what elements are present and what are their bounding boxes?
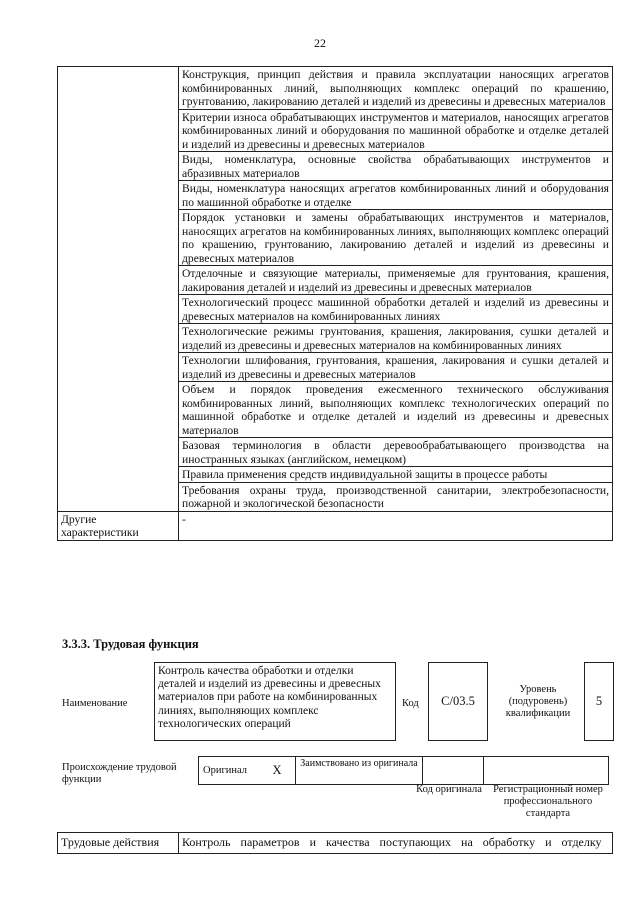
knowledge-table (57, 66, 613, 541)
code-box: C/03.5 (428, 662, 488, 741)
knowledge-item: Объем и порядок проведения ежесменного технического обслуживания комбинированных линий, выполняющих комплекс технологических операций по машинной обработке и отделке деталей и изделий из древесины и древесных материалов (179, 382, 613, 438)
table-row (199, 757, 609, 785)
origin-label: Происхождение трудовой функции (62, 762, 177, 785)
original-label: Оригинал (199, 757, 260, 785)
borrowed-label: Заимствовано из оригинала (296, 757, 423, 785)
knowledge-label-cell (58, 67, 179, 512)
function-name-box: Контроль качества обработки и отделки деталей и изделий из древесины и древесных материалов при работе на комбинированных линиях, выполняющих комплекс технологических операций (154, 662, 396, 741)
table-row (58, 511, 613, 540)
labor-actions-label: Трудовые действия (58, 833, 179, 854)
other-characteristics-value: - (179, 511, 613, 540)
knowledge-item: Конструкция, принцип действия и правила эксплуатации наносящих агрегатов комбинированных линий, выполняющих комплекс операций по крашению, грунтованию, лакированию деталей и изделий из древесины и древесных материалов (179, 67, 613, 110)
knowledge-item: Технологические режимы грунтования, крашения, лакирования, сушки деталей и изделий из древесины и древесных материалов на комбинированных линиях (179, 324, 613, 353)
knowledge-item: Критерии износа обрабатывающих инструментов и материалов, наносящих агрегатов комбинированных линий и оборудования по машинной обработке и отделке деталей и изделий из древесины и древесных материалов (179, 109, 613, 152)
knowledge-item: Требования охраны труда, производственной санитарии, электробезопасности, пожарной и экологической безопасности (179, 482, 613, 511)
labor-action-item: Контроль параметров и качества поступающих на обработку и отделку (179, 833, 613, 854)
knowledge-item: Технологии шлифования, грунтования, крашения, лакирования и сушки деталей и изделий из древесины и древесных материалов (179, 353, 613, 382)
knowledge-item: Виды, номенклатура наносящих агрегатов комбинированных линий и оборудования по машинной обработке и отделке (179, 181, 613, 210)
other-characteristics-label: Другие характеристики (58, 511, 179, 540)
knowledge-item: Правила применения средств индивидуальной защиты в процессе работы (179, 467, 613, 483)
knowledge-item: Технологический процесс машинной обработки деталей и изделий из древесины и древесных материалов на комбинированных линиях (179, 295, 613, 324)
original-code-cell (423, 757, 484, 785)
knowledge-item: Порядок установки и замены обрабатывающих инструментов и материалов, наносящих агрегатов на комбинированных линиях, выполняющих комплекс операций по крашению, грунтованию, лакированию деталей и изделий из древесины и древесных материалов (179, 210, 613, 266)
reg-number-label: Регистрационный номер профессионального стандарта (493, 784, 603, 819)
knowledge-item: Отделочные и связующие материалы, применяемые для грунтования, крашения, лакирования деталей и изделий из древесины и древесных материалов (179, 266, 613, 295)
knowledge-item: Базовая терминология в области деревообрабатывающего производства на иностранных языках (английском, немецком) (179, 438, 613, 467)
section-title: 3.3.3. Трудовая функция (62, 637, 199, 651)
page-number: 22 (314, 36, 326, 50)
code-label: Код (402, 698, 419, 709)
original-mark: X (259, 757, 296, 785)
name-label: Наименование (62, 698, 128, 709)
table-row (58, 833, 613, 854)
level-label: Уровень (подуровень) квалификации (505, 684, 571, 719)
reg-number-cell (484, 757, 609, 785)
original-code-label: Код оригинала (416, 784, 482, 795)
table-row (58, 67, 613, 110)
level-box: 5 (584, 662, 614, 741)
knowledge-item: Виды, номенклатура, основные свойства обрабатывающих инструментов и абразивных материалов (179, 152, 613, 181)
origin-table (198, 756, 609, 785)
labor-actions-table (57, 832, 613, 854)
